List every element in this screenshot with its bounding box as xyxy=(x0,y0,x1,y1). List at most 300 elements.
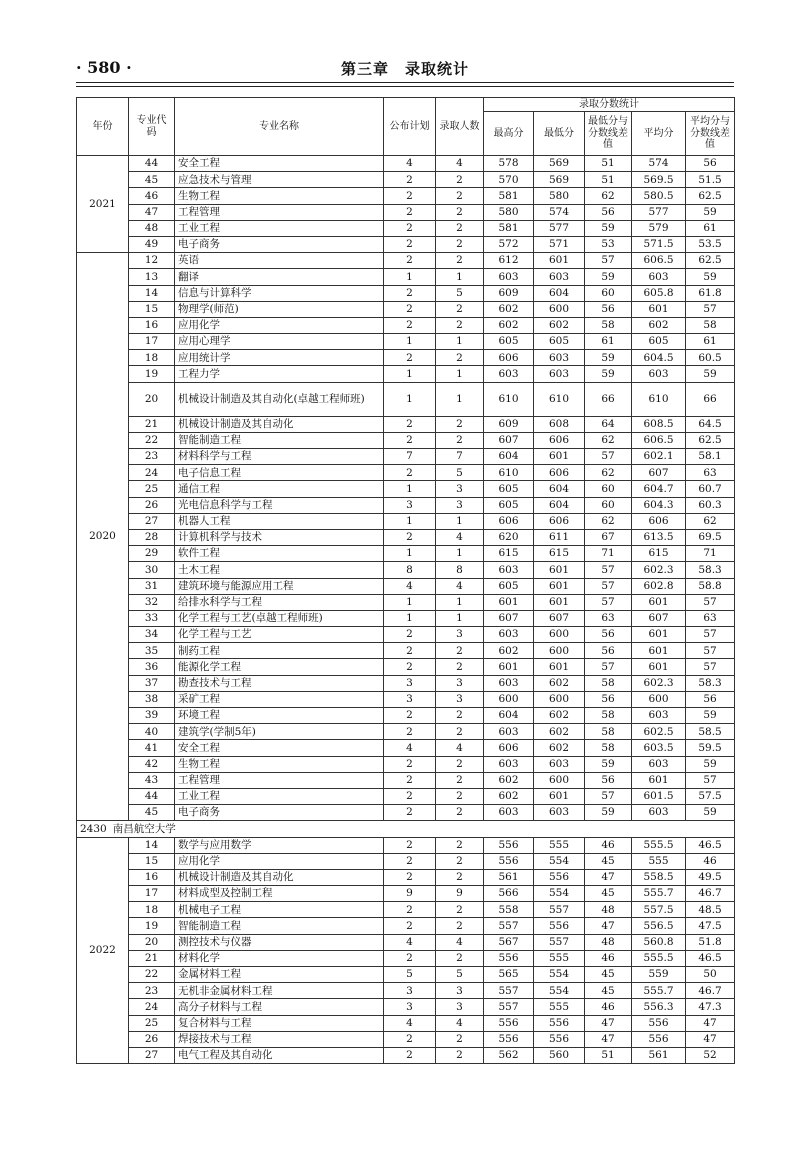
code-cell: 41 xyxy=(129,740,175,756)
header-min-diff: 最低分与分数线差值 xyxy=(585,112,632,156)
avg-diff-cell: 56 xyxy=(686,691,735,707)
max-cell: 556 xyxy=(484,853,534,869)
table-row xyxy=(77,999,735,1015)
avg-diff-cell: 59 xyxy=(686,204,735,220)
min-cell: 601 xyxy=(534,449,585,465)
min-diff-cell: 45 xyxy=(585,853,632,869)
year-cell: 2020 xyxy=(77,253,129,821)
admitted-cell: 3 xyxy=(436,481,484,497)
avg-cell: 580.5 xyxy=(632,188,686,204)
admitted-cell: 2 xyxy=(436,172,484,188)
avg-cell: 603 xyxy=(632,756,686,772)
min-cell: 603 xyxy=(534,805,585,821)
admitted-cell: 2 xyxy=(436,853,484,869)
avg-diff-cell: 46 xyxy=(686,853,735,869)
max-cell: 602 xyxy=(484,301,534,317)
plan-cell: 2 xyxy=(384,643,436,659)
avg-diff-cell: 62.5 xyxy=(686,253,735,269)
admitted-cell: 2 xyxy=(436,772,484,788)
max-cell: 605 xyxy=(484,481,534,497)
avg-cell: 605 xyxy=(632,334,686,350)
table-row xyxy=(77,724,735,740)
avg-diff-cell: 46.5 xyxy=(686,950,735,966)
table-row xyxy=(77,449,735,465)
min-diff-cell: 47 xyxy=(585,918,632,934)
code-cell: 45 xyxy=(129,172,175,188)
avg-cell: 606.5 xyxy=(632,253,686,269)
min-diff-cell: 56 xyxy=(585,627,632,643)
avg-cell: 603.5 xyxy=(632,740,686,756)
plan-cell: 2 xyxy=(384,837,436,853)
min-cell: 556 xyxy=(534,918,585,934)
name-cell: 应急技术与管理 xyxy=(175,172,384,188)
max-cell: 556 xyxy=(484,1031,534,1047)
name-cell: 电子商务 xyxy=(175,805,384,821)
avg-cell: 556.3 xyxy=(632,999,686,1015)
plan-cell: 1 xyxy=(384,334,436,350)
admitted-cell: 4 xyxy=(436,578,484,594)
table-row xyxy=(77,1047,735,1063)
plan-cell: 2 xyxy=(384,188,436,204)
plan-cell: 2 xyxy=(384,869,436,885)
code-cell: 43 xyxy=(129,772,175,788)
avg-diff-cell: 48.5 xyxy=(686,902,735,918)
avg-diff-cell: 47.3 xyxy=(686,999,735,1015)
min-diff-cell: 60 xyxy=(585,285,632,301)
avg-diff-cell: 59 xyxy=(686,269,735,285)
header-plan: 公布计划 xyxy=(384,98,436,156)
code-cell: 15 xyxy=(129,301,175,317)
table-row xyxy=(77,788,735,804)
table-row xyxy=(77,188,735,204)
max-cell: 606 xyxy=(484,740,534,756)
code-cell: 17 xyxy=(129,886,175,902)
code-cell: 20 xyxy=(129,382,175,416)
table-row xyxy=(77,382,735,416)
plan-cell: 2 xyxy=(384,529,436,545)
avg-cell: 615 xyxy=(632,546,686,562)
code-cell: 36 xyxy=(129,659,175,675)
avg-diff-cell: 57 xyxy=(686,301,735,317)
avg-cell: 555 xyxy=(632,853,686,869)
page-header xyxy=(76,56,734,82)
avg-diff-cell: 64.5 xyxy=(686,416,735,432)
code-cell: 49 xyxy=(129,236,175,252)
min-diff-cell: 48 xyxy=(585,934,632,950)
min-diff-cell: 57 xyxy=(585,562,632,578)
header-min: 最低分 xyxy=(534,112,585,156)
table-row xyxy=(77,562,735,578)
min-cell: 603 xyxy=(534,756,585,772)
name-cell: 焊接技术与工程 xyxy=(175,1031,384,1047)
name-cell: 机械电子工程 xyxy=(175,902,384,918)
avg-diff-cell: 46.7 xyxy=(686,983,735,999)
table-row xyxy=(77,546,735,562)
avg-diff-cell: 58.5 xyxy=(686,724,735,740)
min-cell: 600 xyxy=(534,301,585,317)
table-row xyxy=(77,285,735,301)
admitted-cell: 1 xyxy=(436,513,484,529)
min-diff-cell: 59 xyxy=(585,805,632,821)
plan-cell: 7 xyxy=(384,449,436,465)
code-cell: 14 xyxy=(129,837,175,853)
avg-cell: 607 xyxy=(632,610,686,626)
admitted-cell: 3 xyxy=(436,691,484,707)
name-cell: 采矿工程 xyxy=(175,691,384,707)
admitted-cell: 3 xyxy=(436,999,484,1015)
name-cell: 生物工程 xyxy=(175,756,384,772)
max-cell: 602 xyxy=(484,317,534,333)
plan-cell: 2 xyxy=(384,902,436,918)
code-cell: 18 xyxy=(129,902,175,918)
code-cell: 40 xyxy=(129,724,175,740)
min-diff-cell: 60 xyxy=(585,497,632,513)
plan-cell: 2 xyxy=(384,301,436,317)
max-cell: 603 xyxy=(484,724,534,740)
table-row xyxy=(77,594,735,610)
min-cell: 604 xyxy=(534,285,585,301)
code-cell: 34 xyxy=(129,627,175,643)
code-cell: 14 xyxy=(129,285,175,301)
table-row xyxy=(77,837,735,853)
avg-cell: 555.5 xyxy=(632,950,686,966)
max-cell: 566 xyxy=(484,886,534,902)
code-cell: 26 xyxy=(129,1031,175,1047)
name-cell: 电气工程及其自动化 xyxy=(175,1047,384,1063)
min-cell: 601 xyxy=(534,253,585,269)
avg-diff-cell: 69.5 xyxy=(686,529,735,545)
avg-cell: 603 xyxy=(632,366,686,382)
code-cell: 27 xyxy=(129,1047,175,1063)
min-diff-cell: 46 xyxy=(585,950,632,966)
table-row xyxy=(77,1031,735,1047)
avg-diff-cell: 47 xyxy=(686,1031,735,1047)
max-cell: 556 xyxy=(484,950,534,966)
name-cell: 信息与计算科学 xyxy=(175,285,384,301)
plan-cell: 3 xyxy=(384,691,436,707)
avg-diff-cell: 63 xyxy=(686,610,735,626)
plan-cell: 4 xyxy=(384,156,436,172)
min-diff-cell: 47 xyxy=(585,1031,632,1047)
table-row xyxy=(77,513,735,529)
avg-cell: 556 xyxy=(632,1031,686,1047)
avg-cell: 601 xyxy=(632,659,686,675)
max-cell: 603 xyxy=(484,756,534,772)
header-avg-diff: 平均分与分数线差值 xyxy=(686,112,735,156)
name-cell: 金属材料工程 xyxy=(175,967,384,983)
min-cell: 557 xyxy=(534,902,585,918)
min-cell: 580 xyxy=(534,188,585,204)
plan-cell: 2 xyxy=(384,788,436,804)
avg-diff-cell: 66 xyxy=(686,382,735,416)
name-cell: 电子信息工程 xyxy=(175,465,384,481)
max-cell: 567 xyxy=(484,934,534,950)
avg-cell: 558.5 xyxy=(632,869,686,885)
admitted-cell: 2 xyxy=(436,317,484,333)
plan-cell: 2 xyxy=(384,317,436,333)
code-cell: 24 xyxy=(129,465,175,481)
plan-cell: 3 xyxy=(384,999,436,1015)
table-row xyxy=(77,708,735,724)
admitted-cell: 2 xyxy=(436,708,484,724)
avg-diff-cell: 57 xyxy=(686,772,735,788)
avg-cell: 603 xyxy=(632,805,686,821)
table-body xyxy=(77,156,735,1064)
plan-cell: 5 xyxy=(384,967,436,983)
code-cell: 31 xyxy=(129,578,175,594)
min-diff-cell: 59 xyxy=(585,220,632,236)
header-rule-bottom xyxy=(76,86,734,87)
admitted-cell: 2 xyxy=(436,432,484,448)
table-row xyxy=(77,740,735,756)
min-diff-cell: 59 xyxy=(585,350,632,366)
admitted-cell: 2 xyxy=(436,950,484,966)
plan-cell: 3 xyxy=(384,497,436,513)
avg-diff-cell: 47.5 xyxy=(686,918,735,934)
code-cell: 22 xyxy=(129,432,175,448)
name-cell: 智能制造工程 xyxy=(175,432,384,448)
name-cell: 高分子材料与工程 xyxy=(175,999,384,1015)
name-cell: 安全工程 xyxy=(175,740,384,756)
min-cell: 601 xyxy=(534,788,585,804)
header-name: 专业名称 xyxy=(175,98,384,156)
min-diff-cell: 48 xyxy=(585,902,632,918)
table-row xyxy=(77,529,735,545)
min-diff-cell: 56 xyxy=(585,643,632,659)
avg-cell: 569.5 xyxy=(632,172,686,188)
plan-cell: 2 xyxy=(384,1047,436,1063)
avg-cell: 555.7 xyxy=(632,886,686,902)
table-row xyxy=(77,869,735,885)
avg-diff-cell: 50 xyxy=(686,967,735,983)
avg-diff-cell: 59 xyxy=(686,366,735,382)
chapter-title: 第三章 录取统计 xyxy=(340,60,469,78)
max-cell: 603 xyxy=(484,805,534,821)
min-cell: 606 xyxy=(534,513,585,529)
name-cell: 工业工程 xyxy=(175,220,384,236)
plan-cell: 2 xyxy=(384,236,436,252)
avg-diff-cell: 59 xyxy=(686,708,735,724)
name-cell: 给排水科学与工程 xyxy=(175,594,384,610)
code-cell: 12 xyxy=(129,253,175,269)
plan-cell: 4 xyxy=(384,934,436,950)
name-cell: 应用心理学 xyxy=(175,334,384,350)
plan-cell: 2 xyxy=(384,204,436,220)
name-cell: 光电信息科学与工程 xyxy=(175,497,384,513)
admitted-cell: 2 xyxy=(436,643,484,659)
avg-diff-cell: 57 xyxy=(686,594,735,610)
max-cell: 562 xyxy=(484,1047,534,1063)
avg-cell: 601.5 xyxy=(632,788,686,804)
admitted-cell: 1 xyxy=(436,610,484,626)
min-diff-cell: 58 xyxy=(585,675,632,691)
max-cell: 604 xyxy=(484,449,534,465)
min-cell: 569 xyxy=(534,156,585,172)
max-cell: 607 xyxy=(484,432,534,448)
min-diff-cell: 53 xyxy=(585,236,632,252)
min-diff-cell: 51 xyxy=(585,1047,632,1063)
code-cell: 44 xyxy=(129,156,175,172)
code-cell: 26 xyxy=(129,497,175,513)
table-row xyxy=(77,317,735,333)
max-cell: 604 xyxy=(484,708,534,724)
min-diff-cell: 57 xyxy=(585,659,632,675)
table-row xyxy=(77,853,735,869)
min-diff-cell: 57 xyxy=(585,253,632,269)
table-row xyxy=(77,204,735,220)
avg-cell: 602.1 xyxy=(632,449,686,465)
table-row xyxy=(77,643,735,659)
code-cell: 30 xyxy=(129,562,175,578)
max-cell: 605 xyxy=(484,334,534,350)
name-cell: 英语 xyxy=(175,253,384,269)
max-cell: 557 xyxy=(484,983,534,999)
avg-cell: 602.3 xyxy=(632,562,686,578)
min-cell: 606 xyxy=(534,432,585,448)
admitted-cell: 2 xyxy=(436,236,484,252)
avg-cell: 601 xyxy=(632,627,686,643)
avg-cell: 560.8 xyxy=(632,934,686,950)
table-row xyxy=(77,172,735,188)
admitted-cell: 5 xyxy=(436,967,484,983)
min-cell: 603 xyxy=(534,366,585,382)
avg-diff-cell: 51.8 xyxy=(686,934,735,950)
name-cell: 工程力学 xyxy=(175,366,384,382)
min-diff-cell: 56 xyxy=(585,204,632,220)
min-cell: 569 xyxy=(534,172,585,188)
min-cell: 607 xyxy=(534,610,585,626)
code-cell: 23 xyxy=(129,983,175,999)
school-code: 2430 xyxy=(80,822,107,835)
code-cell: 29 xyxy=(129,546,175,562)
min-diff-cell: 56 xyxy=(585,301,632,317)
name-cell: 材料成型及控制工程 xyxy=(175,886,384,902)
table-row xyxy=(77,610,735,626)
avg-cell: 557.5 xyxy=(632,902,686,918)
max-cell: 602 xyxy=(484,643,534,659)
admitted-cell: 2 xyxy=(436,301,484,317)
avg-cell: 555.7 xyxy=(632,983,686,999)
avg-diff-cell: 57 xyxy=(686,659,735,675)
min-diff-cell: 58 xyxy=(585,740,632,756)
name-cell: 软件工程 xyxy=(175,546,384,562)
avg-diff-cell: 47 xyxy=(686,1015,735,1031)
table-row xyxy=(77,220,735,236)
avg-diff-cell: 52 xyxy=(686,1047,735,1063)
admitted-cell: 2 xyxy=(436,220,484,236)
avg-cell: 571.5 xyxy=(632,236,686,252)
min-cell: 557 xyxy=(534,934,585,950)
avg-cell: 579 xyxy=(632,220,686,236)
min-diff-cell: 62 xyxy=(585,188,632,204)
table-row xyxy=(77,236,735,252)
plan-cell: 2 xyxy=(384,627,436,643)
min-diff-cell: 63 xyxy=(585,610,632,626)
min-diff-cell: 59 xyxy=(585,756,632,772)
min-diff-cell: 57 xyxy=(585,449,632,465)
table-row xyxy=(77,497,735,513)
avg-cell: 601 xyxy=(632,594,686,610)
name-cell: 物理学(师范) xyxy=(175,301,384,317)
min-diff-cell: 66 xyxy=(585,382,632,416)
plan-cell: 1 xyxy=(384,382,436,416)
avg-cell: 604.3 xyxy=(632,497,686,513)
max-cell: 601 xyxy=(484,659,534,675)
max-cell: 606 xyxy=(484,350,534,366)
table-row xyxy=(77,886,735,902)
avg-diff-cell: 53.5 xyxy=(686,236,735,252)
name-cell: 勘查技术与工程 xyxy=(175,675,384,691)
admitted-cell: 4 xyxy=(436,934,484,950)
admitted-cell: 2 xyxy=(436,1031,484,1047)
plan-cell: 2 xyxy=(384,772,436,788)
max-cell: 581 xyxy=(484,220,534,236)
code-cell: 16 xyxy=(129,317,175,333)
admitted-cell: 2 xyxy=(436,724,484,740)
code-cell: 15 xyxy=(129,853,175,869)
max-cell: 603 xyxy=(484,269,534,285)
page-number: · 580 · xyxy=(76,58,132,77)
min-diff-cell: 46 xyxy=(585,837,632,853)
min-diff-cell: 64 xyxy=(585,416,632,432)
admitted-cell: 2 xyxy=(436,837,484,853)
max-cell: 606 xyxy=(484,513,534,529)
name-cell: 机械设计制造及其自动化 xyxy=(175,416,384,432)
admitted-cell: 1 xyxy=(436,594,484,610)
code-cell: 25 xyxy=(129,481,175,497)
plan-cell: 4 xyxy=(384,578,436,594)
code-cell: 20 xyxy=(129,934,175,950)
code-cell: 16 xyxy=(129,869,175,885)
min-diff-cell: 45 xyxy=(585,967,632,983)
admitted-cell: 2 xyxy=(436,253,484,269)
min-diff-cell: 57 xyxy=(585,578,632,594)
min-diff-cell: 59 xyxy=(585,269,632,285)
admitted-cell: 2 xyxy=(436,788,484,804)
plan-cell: 2 xyxy=(384,220,436,236)
avg-diff-cell: 59 xyxy=(686,805,735,821)
name-cell: 建筑环境与能源应用工程 xyxy=(175,578,384,594)
name-cell: 应用化学 xyxy=(175,853,384,869)
code-cell: 23 xyxy=(129,449,175,465)
avg-diff-cell: 46.7 xyxy=(686,886,735,902)
admitted-cell: 2 xyxy=(436,188,484,204)
min-diff-cell: 47 xyxy=(585,1015,632,1031)
min-cell: 556 xyxy=(534,869,585,885)
name-cell: 数学与应用数学 xyxy=(175,837,384,853)
table-row xyxy=(77,756,735,772)
min-diff-cell: 58 xyxy=(585,708,632,724)
admitted-cell: 3 xyxy=(436,675,484,691)
name-cell: 环境工程 xyxy=(175,708,384,724)
plan-cell: 1 xyxy=(384,546,436,562)
code-cell: 42 xyxy=(129,756,175,772)
name-cell: 工业工程 xyxy=(175,788,384,804)
avg-cell: 555.5 xyxy=(632,837,686,853)
min-cell: 600 xyxy=(534,772,585,788)
min-cell: 554 xyxy=(534,853,585,869)
avg-diff-cell: 62.5 xyxy=(686,188,735,204)
table-row xyxy=(77,269,735,285)
header-code: 专业代码 xyxy=(129,98,175,156)
name-cell: 翻译 xyxy=(175,269,384,285)
min-cell: 603 xyxy=(534,269,585,285)
min-cell: 571 xyxy=(534,236,585,252)
min-cell: 602 xyxy=(534,740,585,756)
avg-diff-cell: 58.1 xyxy=(686,449,735,465)
avg-cell: 574 xyxy=(632,156,686,172)
code-cell: 47 xyxy=(129,204,175,220)
